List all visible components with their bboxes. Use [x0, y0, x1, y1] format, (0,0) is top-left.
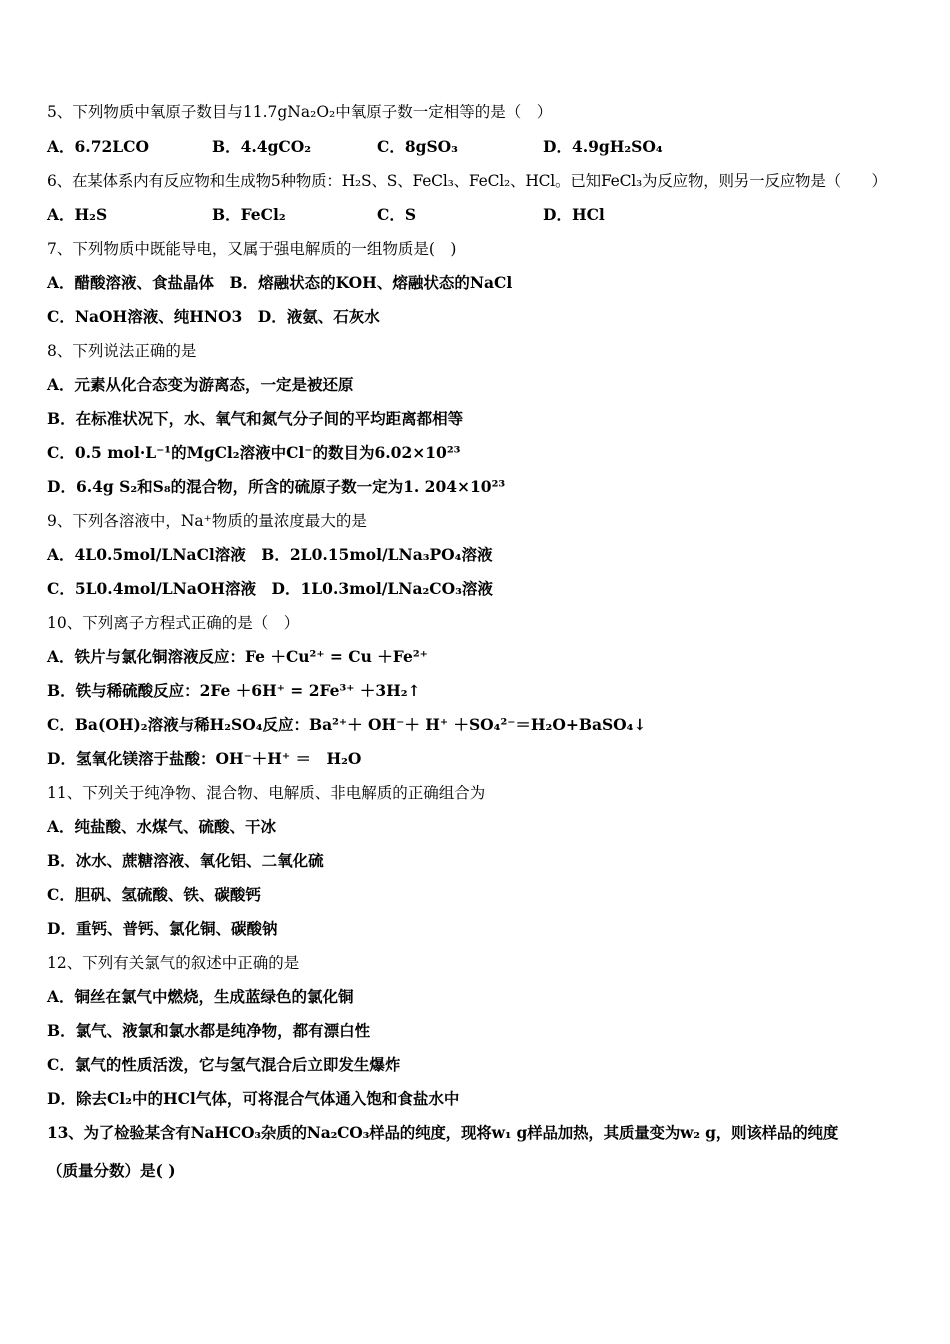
question-12-option-c: C．氯气的性质活泼，它与氢气混合后立即发生爆炸	[47, 1055, 401, 1074]
question-8-option-c: C．0.5 mol·L⁻¹的MgCl₂溶液中Cl⁻的数目为6.02×10²³	[47, 443, 461, 462]
question-10-option-c: C．Ba(OH)₂溶液与稀H₂SO₄反应：Ba²⁺＋ OH⁻＋ H⁺ ＋SO₄²⁻＝H₂O+BaSO₄↓	[47, 715, 647, 734]
question-8-option-b: B．在标准状况下，水、氧气和氮气分子间的平均距离都相等	[47, 409, 464, 428]
question-12-stem: 12、下列有关氯气的叙述中正确的是	[47, 954, 300, 972]
question-6-option-b: B．FeCl₂	[212, 205, 286, 224]
question-10-option-b: B．铁与稀硫酸反应：2Fe ＋6H⁺ = 2Fe³⁺ ＋3H₂↑	[47, 681, 421, 700]
question-9-options-line2: C．5L0.4mol/LNaOH溶液 D．1L0.3mol/LNa₂CO₃溶液	[47, 579, 493, 598]
question-10-option-d: D．氢氧化镁溶于盐酸：OH⁻＋H⁺ ＝ H₂O	[47, 749, 362, 768]
question-13-stem-line1: 13、为了检验某含有NaHCO₃杂质的Na₂CO₃样品的纯度，现将w₁ g样品加热，其质量变为w₂ g，则该样品的纯度	[47, 1123, 839, 1142]
question-9-options-line1: A．4L0.5mol/LNaCl溶液 B．2L0.15mol/LNa₃PO₄溶液	[47, 545, 493, 564]
question-7-stem: 7、下列物质中既能导电，又属于强电解质的一组物质是( )	[47, 240, 457, 258]
question-13-stem-line2: （质量分数）是( )	[47, 1161, 176, 1180]
question-5-option-c: C．8gSO₃	[377, 137, 458, 156]
question-11-option-d: D．重钙、普钙、氯化铜、碳酸钠	[47, 919, 278, 938]
question-11-option-a: A．纯盐酸、水煤气、硫酸、干冰	[47, 817, 277, 836]
question-6-option-d: D．HCl	[543, 205, 605, 224]
question-12-option-b: B．氯气、液氯和氯水都是纯净物，都有漂白性	[47, 1021, 371, 1040]
question-7-options-line2: C．NaOH溶液、纯HNO3 D．液氨、石灰水	[47, 307, 380, 326]
question-10-option-a: A．铁片与氯化铜溶液反应：Fe ＋Cu²⁺ = Cu ＋Fe²⁺	[47, 647, 428, 666]
question-9-stem: 9、下列各溶液中，Na⁺物质的量浓度最大的是	[47, 512, 367, 530]
question-11-stem: 11、下列关于纯净物、混合物、电解质、非电解质的正确组合为	[47, 784, 486, 802]
question-11-option-b: B．冰水、蔗糖溶液、氧化铝、二氧化硫	[47, 851, 324, 870]
question-12-option-a: A．铜丝在氯气中燃烧，生成蓝绿色的氯化铜	[47, 987, 354, 1006]
question-5-option-a: A．6.72LCO	[47, 137, 150, 156]
question-6-stem: 6、在某体系内有反应物和生成物5种物质：H₂S、S、FeCl₃、FeCl₂、HCl。已知FeCl₃为反应物，则另一反应物是（ ）	[47, 172, 887, 190]
question-11-option-c: C．胆矾、氢硫酸、铁、碳酸钙	[47, 885, 261, 904]
question-5-option-b: B．4.4gCO₂	[212, 137, 312, 156]
question-8-option-d: D．6.4g S₂和S₈的混合物，所含的硫原子数一定为1. 204×10²³	[47, 477, 506, 496]
question-8-option-a: A．元素从化合态变为游离态，一定是被还原	[47, 375, 354, 394]
question-5-stem: 5、下列物质中氧原子数目与11.7gNa₂O₂中氧原子数一定相等的是（ ）	[47, 103, 553, 121]
question-7-options-line1: A．醋酸溶液、食盐晶体 B．熔融状态的KOH、熔融状态的NaCl	[47, 273, 513, 292]
question-12-option-d: D．除去Cl₂中的HCl气体，可将混合气体通入饱和食盐水中	[47, 1089, 460, 1108]
question-6-option-c: C．S	[377, 205, 417, 224]
question-6-option-a: A．H₂S	[47, 205, 108, 224]
question-5-option-d: D．4.9gH₂SO₄	[543, 137, 663, 156]
question-8-stem: 8、下列说法正确的是	[47, 342, 197, 360]
question-10-stem: 10、下列离子方程式正确的是（ ）	[47, 614, 300, 632]
